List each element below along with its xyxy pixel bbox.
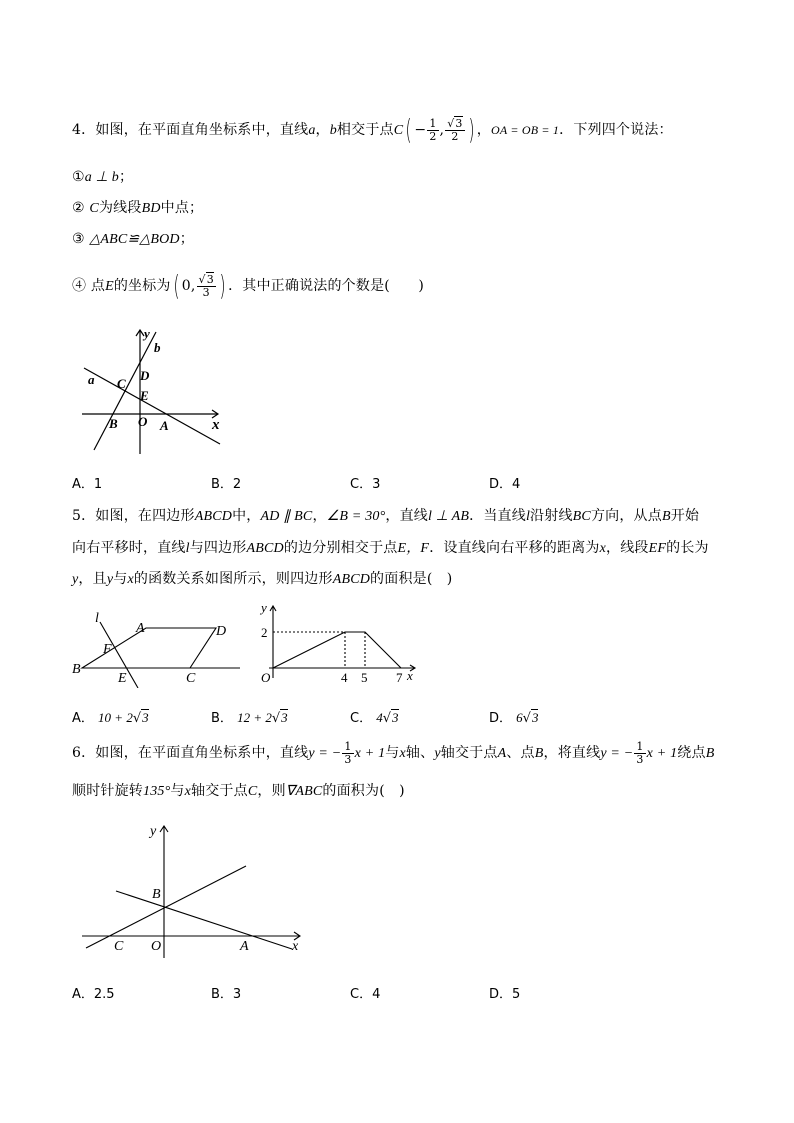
q6-option-c[interactable]: C．4: [350, 987, 381, 1002]
q4-frac-sqrt3: $\frac{√3}{2}$: [447, 116, 463, 143]
q6-label-y: y: [150, 824, 157, 839]
q4-label-A: A: [160, 418, 169, 433]
q5-stem-line1: 5．如图，在四边形ABCD中，AD ∥ BC，∠B = 30°，直线l ⊥ AB．当直线l沿射线BC方向，从点B开始: [72, 508, 700, 524]
q6-label-A: A: [240, 939, 249, 954]
q5-label-C: C: [186, 671, 196, 686]
q5-graph-curve: [273, 632, 401, 668]
q6-option-d[interactable]: D．5: [489, 987, 521, 1002]
q5-graph-label-x: x: [407, 668, 413, 683]
q4-label-x: x: [212, 417, 220, 433]
q4-label-y: y: [144, 326, 150, 341]
q4-label-B: B: [109, 416, 118, 431]
q4-statement-2: ② C为线段BD中点；: [72, 200, 204, 216]
q5-stem-line2: 向右平移时，直线l与四边形ABCD的边分别相交于点E，F．设直线向右平移的距离为x，线段EF的长为: [72, 540, 709, 556]
q6-option-b[interactable]: B．3: [211, 987, 242, 1002]
q6-line-ab: [116, 891, 292, 949]
q5-graph-label-4: 4: [341, 670, 348, 685]
q6-option-a[interactable]: A．2.5: [72, 987, 115, 1002]
q5-figure-graph: [255, 598, 425, 688]
q5-option-a[interactable]: A． 10 + 2√3: [72, 710, 149, 726]
q5-option-d[interactable]: D． 6√3: [489, 710, 539, 726]
q5-graph-label-y: y: [261, 600, 267, 615]
q6-label-x: x: [292, 939, 299, 954]
q6-stem-line1: 6．如图，在平面直角坐标系中，直线y = − $\frac{1}{3}$ x + 1与x轴、y轴交于点A、点B，将直线y = − $\frac{1}{3}$ x + 1绕点B: [72, 739, 715, 766]
q5-label-E: E: [118, 671, 127, 686]
q4-frac-half: $\frac{1}{2}$: [429, 116, 437, 143]
q4-statement-1: ①a ⊥ b；: [72, 169, 134, 185]
q5-graph-label-5: 5: [361, 670, 368, 685]
q4-label-D: D: [140, 368, 150, 383]
q4-option-a[interactable]: A．1: [72, 477, 103, 492]
q4-option-c[interactable]: C．3: [350, 477, 381, 492]
q5-label-B: B: [72, 662, 81, 677]
q5-label-F: F: [103, 642, 112, 657]
q5-label-l: l: [95, 611, 99, 626]
q4-line-a: [84, 368, 220, 444]
q4-option-d[interactable]: D．4: [489, 477, 521, 492]
q4-statement-3: ③ △ABC≌△BOD；: [72, 231, 194, 247]
q6-stem-line2: 顺时针旋转135°与x轴交于点C，则∇ABC的面积为( ): [72, 783, 405, 799]
q4-number: 4．: [72, 122, 96, 138]
q5-option-c[interactable]: C． 4√3: [350, 710, 399, 726]
q6-figure: [78, 822, 310, 962]
q5-label-D: D: [216, 624, 227, 639]
q4-label-b: b: [154, 340, 161, 355]
q4-stem: 4．如图，在平面直角坐标系中，直线a，b相交于点C( − $\frac{1}{2}$ , $\frac{√3}{2}$ ) ，OA = OB = 1．下列四个说法：: [72, 113, 673, 146]
q4-label-a: a: [88, 372, 95, 387]
q5-graph-label-O: O: [261, 670, 271, 685]
q6-label-O: O: [151, 939, 162, 954]
q5-graph-label-7: 7: [396, 670, 403, 685]
q4-statement-4: ④ 点E的坐标为( 0, $\frac{√3}{3}$ ) ．其中正确说法的个数是( ): [72, 269, 425, 302]
q4-label-O: O: [138, 414, 148, 429]
q4-label-C: C: [117, 376, 126, 391]
q6-label-B: B: [152, 887, 161, 902]
q5-label-A: A: [136, 621, 145, 636]
q5-stem-line3: y，且y与x的函数关系如图所示，则四边形ABCD的面积是( ): [72, 571, 453, 587]
q6-label-C: C: [114, 939, 124, 954]
q4-figure: [76, 326, 236, 460]
q4-option-b[interactable]: B．2: [211, 477, 242, 492]
q4-label-E: E: [140, 388, 149, 403]
q5-option-b[interactable]: B． 12 + 2√3: [211, 710, 288, 726]
q5-figure-quadrilateral: [70, 608, 242, 688]
q5-graph-label-2: 2: [261, 625, 268, 640]
